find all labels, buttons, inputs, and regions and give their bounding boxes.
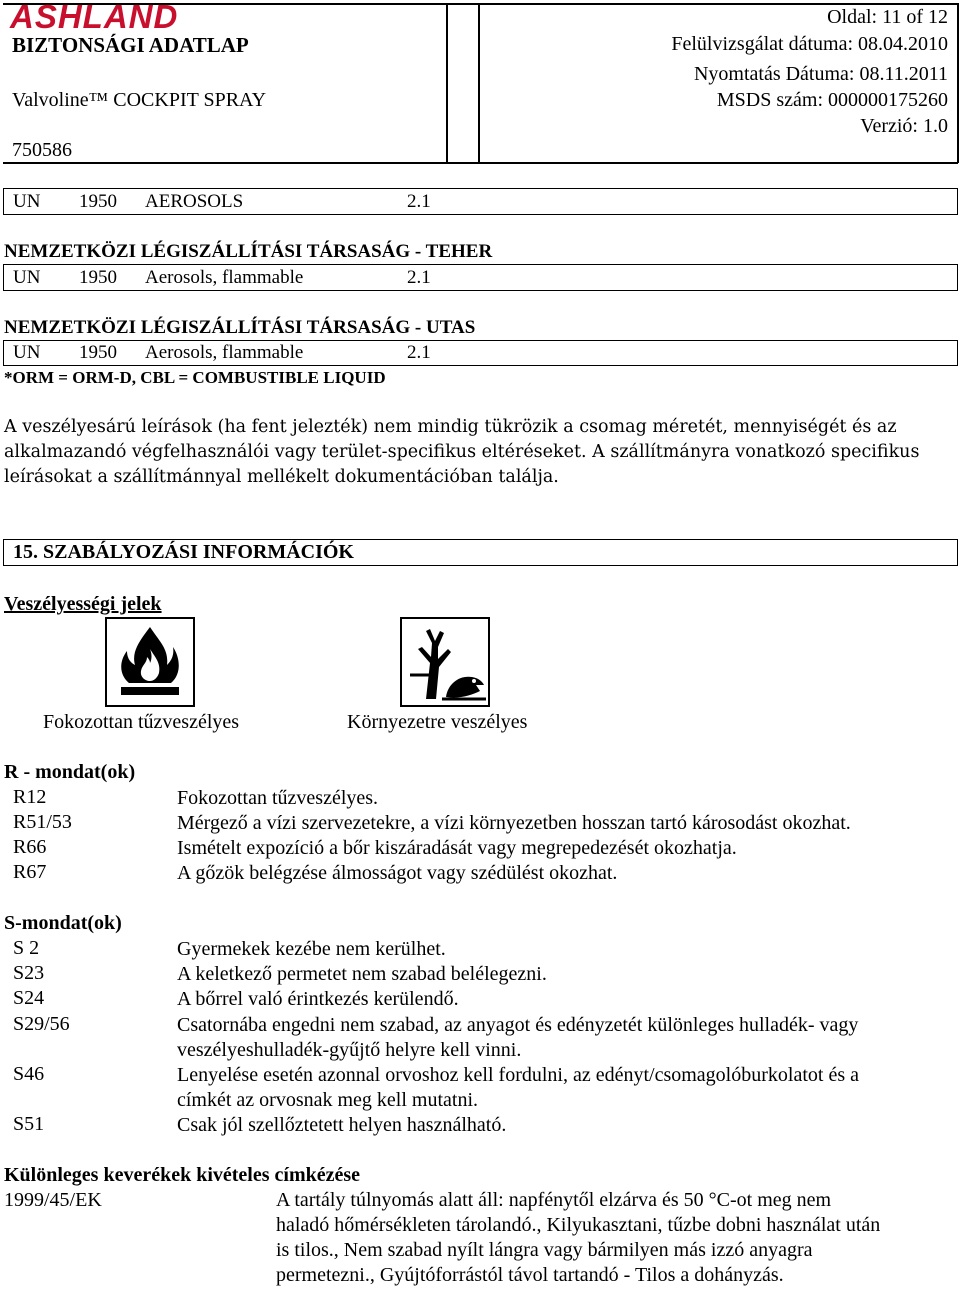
- s-phrase-text: Csak jól szellőztetett helyen használható.: [177, 1114, 507, 1136]
- r-phrase-text: Mérgező a vízi szervezetekre, a vízi környezetben hosszan tartó károsodást okozhat.: [177, 812, 851, 834]
- s-phrase-code: S23: [13, 962, 45, 984]
- r-phrase-text: A gőzök belégzése álmosságot vagy szédülést okozhat.: [177, 862, 618, 884]
- special-text-line: permetezni., Gyújtóforrástól távol tartandó - Tilos a dohányzás.: [276, 1264, 784, 1286]
- shipping-name: Aerosols, flammable: [145, 342, 304, 363]
- transport-note-line-2: alkalmazandó végfelhasználói vagy terület-specifikus eltéréseket. A szállítmányra vonatkozó specifikus: [4, 442, 920, 462]
- directive-code: 1999/45/EK: [4, 1189, 102, 1211]
- s-phrase-text: Csatornába engedni nem szabad, az anyagot és edényzetét különleges hulladék- vagy: [177, 1014, 859, 1036]
- product-name: Valvoline™ COCKPIT SPRAY: [12, 89, 267, 111]
- un-label: UN: [13, 191, 41, 212]
- un-number: 1950: [79, 267, 117, 288]
- print-date: Nyomtatás Dátuma: 08.11.2011: [693, 63, 948, 85]
- flammable-label: Fokozottan tűzveszélyes: [43, 711, 240, 733]
- special-labelling-title: Különleges keverékek kivételes címkézése: [4, 1164, 361, 1186]
- ashland-logo: ASHLAND: [10, 0, 179, 35]
- section-15-title: 15. SZABÁLYOZÁSI INFORMÁCIÓK: [13, 541, 354, 563]
- header-right-border: [957, 3, 959, 163]
- s-phrase-code: S46: [13, 1063, 45, 1085]
- s-phrases-title: S-mondat(ok): [4, 912, 122, 934]
- transport-note-line-3: leírásokat a szállítmánnyal mellékelt dokumentációban találja.: [4, 467, 559, 487]
- page-number: Oldal: 11 of 12: [827, 6, 948, 28]
- hazard-class: 2.1: [407, 191, 431, 212]
- shipping-name: Aerosols, flammable: [145, 267, 304, 288]
- s-phrase-code: S24: [13, 987, 45, 1009]
- header-divider-left: [446, 3, 448, 163]
- transport-note-line-1: A veszélyesárú leírások (ha fent jelezték) nem mindig tükrözik a csomag méretét, mennyiségét és az: [4, 417, 897, 437]
- header-divider-right: [478, 3, 480, 163]
- un-number: 1950: [79, 342, 117, 363]
- special-text-line: is tilos., Nem szabad nyílt lángra vagy bármilyen más izzó anyagra: [276, 1239, 813, 1261]
- hazard-symbols-title: Veszélyességi jelek: [4, 593, 162, 615]
- r-phrase-code: R66: [13, 836, 47, 858]
- header-bottom-border: [3, 162, 958, 164]
- s-phrase-code: S51: [13, 1113, 45, 1135]
- hazard-class: 2.1: [407, 267, 431, 288]
- revision-date: Felülvizsgálat dátuma: 08.04.2010: [671, 33, 948, 55]
- special-text-line: A tartály túlnyomás alatt áll: napfénytől elzárva és 50 °C-ot meg nem: [276, 1189, 832, 1211]
- s-phrase-text: Gyermekek kezébe nem kerülhet.: [177, 938, 446, 960]
- r-phrase-code: R67: [13, 861, 47, 883]
- s-phrase-text-cont: veszélyeshulladék-gyűjtő helyre kell vinni.: [177, 1039, 522, 1061]
- un-label: UN: [13, 267, 41, 288]
- iata-cargo-title: NEMZETKÖZI LÉGISZÁLLÍTÁSI TÁRSASÁG - TEHER: [4, 241, 493, 262]
- r-phrase-code: R51/53: [13, 811, 72, 833]
- flame-icon: [105, 617, 195, 707]
- s-phrase-code: S 2: [13, 937, 40, 959]
- environment-label: Környezetre veszélyes: [347, 711, 528, 733]
- r-phrase-text: Fokozottan tűzveszélyes.: [177, 787, 379, 809]
- shipping-name: AEROSOLS: [145, 191, 244, 212]
- s-phrase-text: A bőrrel való érintkezés kerülendő.: [177, 988, 459, 1010]
- s-phrase-code: S29/56: [13, 1013, 70, 1035]
- msds-number: MSDS szám: 000000175260: [716, 89, 948, 111]
- iata-passenger-title: NEMZETKÖZI LÉGISZÁLLÍTÁSI TÁRSASÁG - UTAS: [4, 317, 476, 338]
- un-number: 1950: [79, 191, 117, 212]
- version: Verzió: 1.0: [860, 115, 948, 137]
- document-title: BIZTONSÁGI ADATLAP: [12, 33, 249, 57]
- r-phrase-text: Ismételt expozíció a bőr kiszáradását vagy megrepedezését okozhatja.: [177, 837, 737, 859]
- r-phrase-code: R12: [13, 786, 47, 808]
- s-phrase-text: A keletkező permetet nem szabad belélegezni.: [177, 963, 547, 985]
- s-phrase-text: Lenyelése esetén azonnal orvoshoz kell fordulni, az edényt/csomagolóburkolatot és a: [177, 1064, 859, 1086]
- r-phrases-title: R - mondat(ok): [4, 761, 136, 783]
- product-code: 750586: [12, 139, 72, 161]
- s-phrase-text-cont: címkét az orvosnak meg kell mutatni.: [177, 1089, 479, 1111]
- environment-hazard-icon: [400, 617, 490, 707]
- special-text-line: haladó hőmérsékleten tárolandó., Kilyukasztani, tűzbe dobni használat után: [276, 1214, 881, 1236]
- orm-note: *ORM = ORM-D, CBL = COMBUSTIBLE LIQUID: [4, 368, 386, 387]
- un-label: UN: [13, 342, 41, 363]
- hazard-class: 2.1: [407, 342, 431, 363]
